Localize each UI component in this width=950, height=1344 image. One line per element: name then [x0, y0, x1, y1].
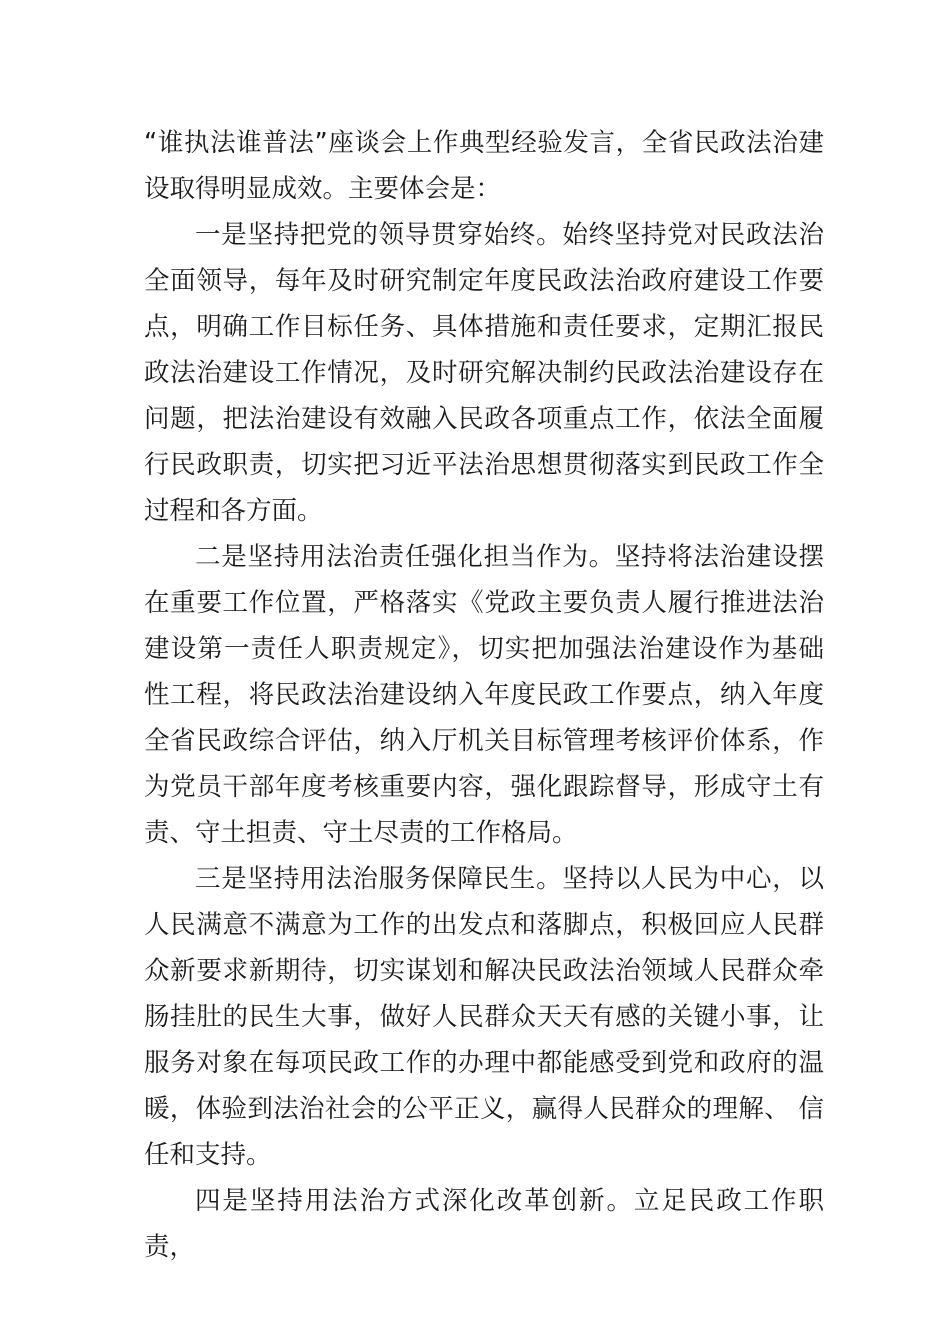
paragraph-point-one: 一是坚持把党的领导贯穿始终。始终坚持党对民政法治全面领导，每年及时研究制定年度民政法治政府建设工作要点，明确工作目标任务、具体措施和责任要求，定期汇报民政法治建设工作情况，及时研究解决制约民政法治建设存在问题，把法治建设有效融入民政各项重点工作，依法全面履行民政职责，切实把习近平法治思想贯彻落实到民政工作全过程和各方面。: [144, 220, 824, 526]
paragraph-point-two: 二是坚持用法治责任强化担当作为。坚持将法治建设摆在重要工作位置，严格落实《党政主要负责人履行推进法治建设第一责任人职责规定》，切实把加强法治建设作为基础 性工程，将民政法治建设纳入年度民政工作要点，纳入年度全省民政综合评估，纳入厅机关目标管理考核评价体系，作为党员干部年度考核重要内容，强化跟踪督导，形成守土有责、守土担责、守土尽责的工作格局。: [144, 542, 824, 848]
paragraph-intro-continuation: “谁执法谁普法”座谈会上作典型经验发言，全省民政法治建设取得明显成效。主要体会是：: [144, 128, 824, 204]
paragraph-point-three: 三是坚持用法治服务保障民生。坚持以人民为中心，以人民满意不满意为工作的出发点和落脚点，积极回应人民群众新要求新期待，切实谋划和解决民政法治领域人民群众牵肠挂肚的民生大事，做好人民群众天天有感的关键小事，让服务对象在每项民政工作的办理中都能感受到党和政府的温暖，体验到法治社会的公平正义，赢得人民群众的理解、 信任和支持。: [144, 864, 824, 1170]
paragraph-point-four: 四是坚持用法治方式深化改革创新。立足民政工作职责，: [144, 1186, 824, 1262]
document-body: [144, 120, 824, 1270]
